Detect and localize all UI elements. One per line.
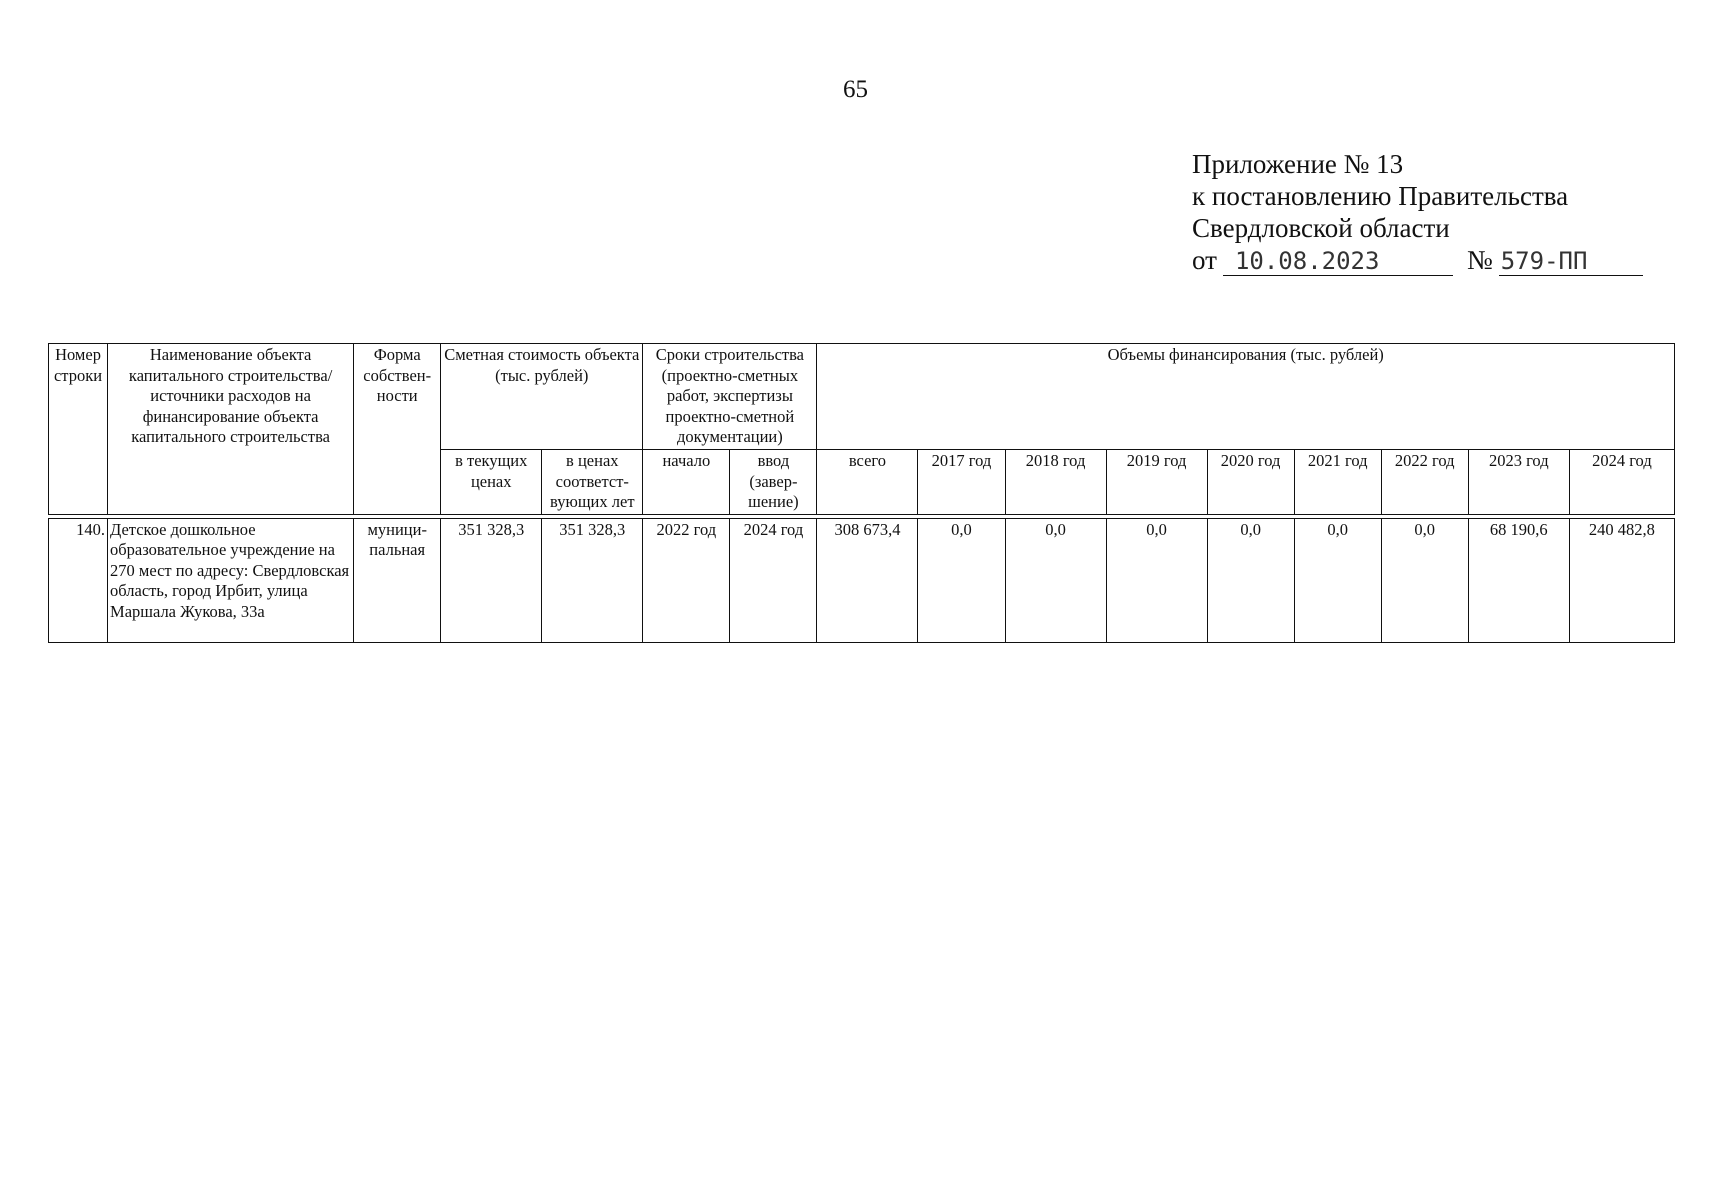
completion-year: 2024 год [730,518,817,642]
header-year-2023: 2023 год [1468,450,1569,515]
start-year: 2022 год [643,518,730,642]
header-object-name: Наименование объекта капитального строительства/ источники расходов на финансирование объекта капитального строительства [108,344,354,515]
financing-table [48,343,1675,643]
header-year-2018: 2018 год [1005,450,1106,515]
header-start: начало [643,450,730,515]
total-funding: 308 673,4 [817,518,918,642]
header-completion: ввод (завер-шение) [730,450,817,515]
header-year-2021: 2021 год [1294,450,1381,515]
appendix-date-line [1192,244,1643,276]
header-construction-terms: Сроки строительства (проектно-сметных работ, экспертизы проектно-сметной документации) [643,344,817,450]
ownership: муници-пальная [354,518,441,642]
funding-2021: 0,0 [1294,518,1381,642]
funding-2023: 68 190,6 [1468,518,1569,642]
funding-2022: 0,0 [1381,518,1468,642]
appendix-subtitle: к постановлению Правительства [1192,181,1569,211]
header-estimated-cost: Сметная стоимость объекта (тыс. рублей) [441,344,643,450]
from-label: от [1192,245,1217,275]
resolution-date: 10.08.2023 [1223,247,1453,276]
header-row-number: Номер строки [49,344,108,515]
number-label: № [1466,245,1493,275]
header-funding-volumes: Объемы финансирования (тыс. рублей) [817,344,1675,450]
page-number: 65 [843,76,868,103]
appendix-block [1192,148,1643,276]
header-year-2024: 2024 год [1569,450,1674,515]
header-year-2020: 2020 год [1207,450,1294,515]
header-total: всего [817,450,918,515]
header-ownership: Форма собствен-ности [354,344,441,515]
appendix-title: Приложение № 13 [1192,149,1404,179]
funding-2017: 0,0 [918,518,1005,642]
header-year-2017: 2017 год [918,450,1005,515]
cost-current: 351 328,3 [441,518,542,642]
funding-2024: 240 482,8 [1569,518,1674,642]
header-year-2019: 2019 год [1106,450,1207,515]
table-row [49,518,1675,642]
resolution-number: 579-ПП [1499,247,1643,276]
header-current-prices: в текущих ценах [441,450,542,515]
funding-2018: 0,0 [1005,518,1106,642]
header-row-1 [49,344,1675,450]
object-name: Детское дошкольное образовательное учреждение на 270 мест по адресу: Свердловская область, город Ирбит, улица Маршала Жукова, 33а [108,518,354,642]
cost-corresponding: 351 328,3 [542,518,643,642]
header-year-2022: 2022 год [1381,450,1468,515]
appendix-region: Свердловской области [1192,213,1450,243]
funding-2020: 0,0 [1207,518,1294,642]
funding-2019: 0,0 [1106,518,1207,642]
header-corresponding-prices: в ценах соответст-вующих лет [542,450,643,515]
row-number: 140. [49,518,108,642]
